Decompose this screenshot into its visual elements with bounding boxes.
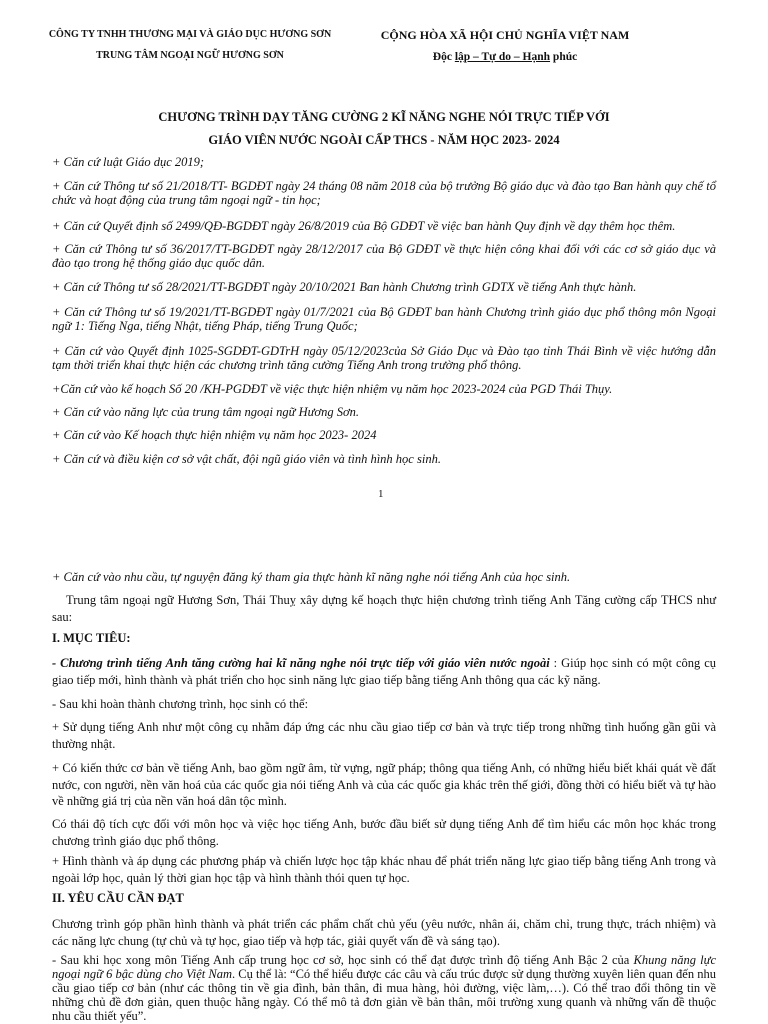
section-heading-requirements: II. YÊU CẦU CẦN ĐẠT [52,891,184,905]
company-name: CÔNG TY TNHH THƯƠNG MẠI VÀ GIÁO DỤC HƯƠNG SƠN [48,29,332,40]
goal-paragraph: - Chương trình tiếng Anh tăng cường hai kĩ năng nghe nói trực tiếp với giáo viên nước ngoài : Giúp học sinh có một công cụ giao tiếp mới, hình thành và phát triển cho học sinh năng lực giao tiếp bằng tiếng Anh thông qua các kỹ năng. [52,656,716,687]
document-title-line2: GIÁO VIÊN NƯỚC NGOÀI CẤP THCS - NĂM HỌC 2023- 2024 [208,133,560,147]
intro-paragraph: Trung tâm ngoại ngữ Hương Sơn, Thái Thuỵ xây dựng kế hoạch thực hiện chương trình tiếng Anh Tăng cường cấp THCS như sau: [52,593,716,624]
section-heading-objectives: I. MỤC TIÊU: [52,631,131,645]
basis-item: + Căn cứ Thông tư số 36/2017/TT-BGDĐT ngày 28/12/2017 của Bộ GDĐT về thực hiện công khai đối với các cơ sở giáo dục và đào tạo trong hệ thống giáo dục quốc dân. [52,242,716,270]
basis-item: + Căn cứ Thông tư số 21/2018/TT- BGDĐT ngày 24 tháng 08 năm 2018 của bộ trưởng Bộ giáo dục và đào tạo Ban hành quy chế tổ chức và hoạt động của trung tâm ngoại ngữ - tin học; [52,179,716,207]
outcome-item: + Sử dụng tiếng Anh như một công cụ nhằm đáp ứng các nhu cầu giao tiếp cơ bản và trực tiếp trong những tình huống gần gũi và thường nhật. [52,720,716,751]
basis-item: + Căn cứ vào năng lực của trung tâm ngoại ngữ Hương Sơn. [52,405,360,419]
national-header [345,24,665,68]
basis-item: + Căn cứ Quyết định số 2499/QĐ-BGDĐT ngày 26/8/2019 của Bộ GDĐT về việc ban hành Quy định về dạy thêm học thêm. [52,219,676,233]
requirements-paragraph: Chương trình góp phần hình thành và phát triển các phẩm chất chủ yếu (yêu nước, nhân ái, chăm chỉ, trung thực, trách nhiệm) và các năng lực chung (tự chủ và tự học, giao tiếp và hợp tác, giải quyết vấn đề và sáng tạo). [52,917,716,948]
document-title-line1: CHƯƠNG TRÌNH DẠY TĂNG CƯỜNG 2 KĨ NĂNG NGHE NÓI TRỰC TIẾP VỚI [158,110,610,124]
basis-item: +Căn cứ vào kế hoạch Số 20 /KH-PGDĐT về việc thực hiện nhiệm vụ năm học 2023-2024 của PGD Thái Thụy. [52,382,613,396]
basis-item: + Căn cứ và điều kiện cơ sở vật chất, đội ngũ giáo viên và tình hình học sinh. [52,452,441,466]
country-name: CỘNG HÒA XÃ HỘI CHỦ NGHĨA VIỆT NAM [380,28,630,42]
outcome-item: + Hình thành và áp dụng các phương pháp và chiến lược học tập khác nhau để phát triển năng lực giao tiếp bằng tiếng Anh trong và ngoài lớp học, quản lý thời gian học tập và hình thành thói quen tự học. [52,854,716,885]
basis-item: + Căn cứ vào Kế hoạch thực hiện nhiệm vụ năm học 2023- 2024 [52,428,377,442]
basis-item: + Căn cứ vào Quyết định 1025-SGDĐT-GDTrH ngày 05/12/2023của Sở Giáo Dục và Đào tạo tỉnh Thái Bình về việc hướng dẫn tạm thời triển khai thực hiện các chương trình tăng cường Tiếng Anh trong trường phổ thông. [52,344,716,372]
national-motto: Độc lập – Tự do – Hạnh phúc [432,51,578,63]
page-number: 1 [378,488,384,500]
outcome-item: + Có kiến thức cơ bản về tiếng Anh, bao gồm ngữ âm, từ vựng, ngữ pháp; thông qua tiếng Anh, có những hiểu biết khái quát về đất nước, con người, nền văn hoá của các quốc gia nói tiếng Anh và của các quốc gia khác trên thế giới, đồng thời có hiểu biết và tự hào về những giá trị của nền văn hoá dân tộc mình. [52,761,716,808]
attitude-paragraph: Có thái độ tích cực đối với môn học và việc học tiếng Anh, bước đầu biết sử dụng tiếng Anh để tìm hiểu các môn học khác trong chương trình giáo dục phổ thông. [52,817,716,848]
basis-item: + Căn cứ luật Giáo dục 2019; [52,155,205,169]
center-name: TRUNG TÂM NGOẠI NGỮ HƯƠNG SƠN [96,50,284,61]
level-paragraph: - Sau khi học xong môn Tiếng Anh cấp trung học cơ sở, học sinh có thể đạt được trình độ tiếng Anh Bậc 2 của Khung năng lực ngoại ngữ 6 bậc dùng cho Việt Nam. Cụ thể là: “Có thể hiểu được các câu và cấu trúc được sử dụng thường xuyên liên quan đến nhu cầu giao tiếp cơ bản (như các thông tin về gia đình, bản thân, đi mua hàng, hỏi đường, việc làm,…). Có thể trao đổi thông tin về những chủ đề đơn giản, quen thuộc hằng ngày. Có thể mô tả đơn giản về bản thân, môi trường xung quanh và những vấn đề thuộc nhu cầu thiết yếu”. [52,953,716,1023]
outcome-intro: - Sau khi hoàn thành chương trình, học sinh có thể: [52,697,309,711]
basis-item: + Căn cứ vào nhu cầu, tự nguyện đăng ký tham gia thực hành kĩ năng nghe nói tiếng Anh của học sinh. [52,570,571,584]
organization-header [40,24,340,66]
basis-item: + Căn cứ Thông tư số 19/2021/TT-BGDĐT ngày 01/7/2021 của Bộ GDĐT ban hành Chương trình giáo dục phổ thông môn Ngoại ngữ 1: Tiếng Nga, tiếng Nhật, tiếng Pháp, tiếng Trung Quốc; [52,305,716,333]
basis-item: + Căn cứ Thông tư số 28/2021/TT-BGDĐT ngày 20/10/2021 Ban hành Chương trình GDTX về tiếng Anh thực hành. [52,280,637,294]
